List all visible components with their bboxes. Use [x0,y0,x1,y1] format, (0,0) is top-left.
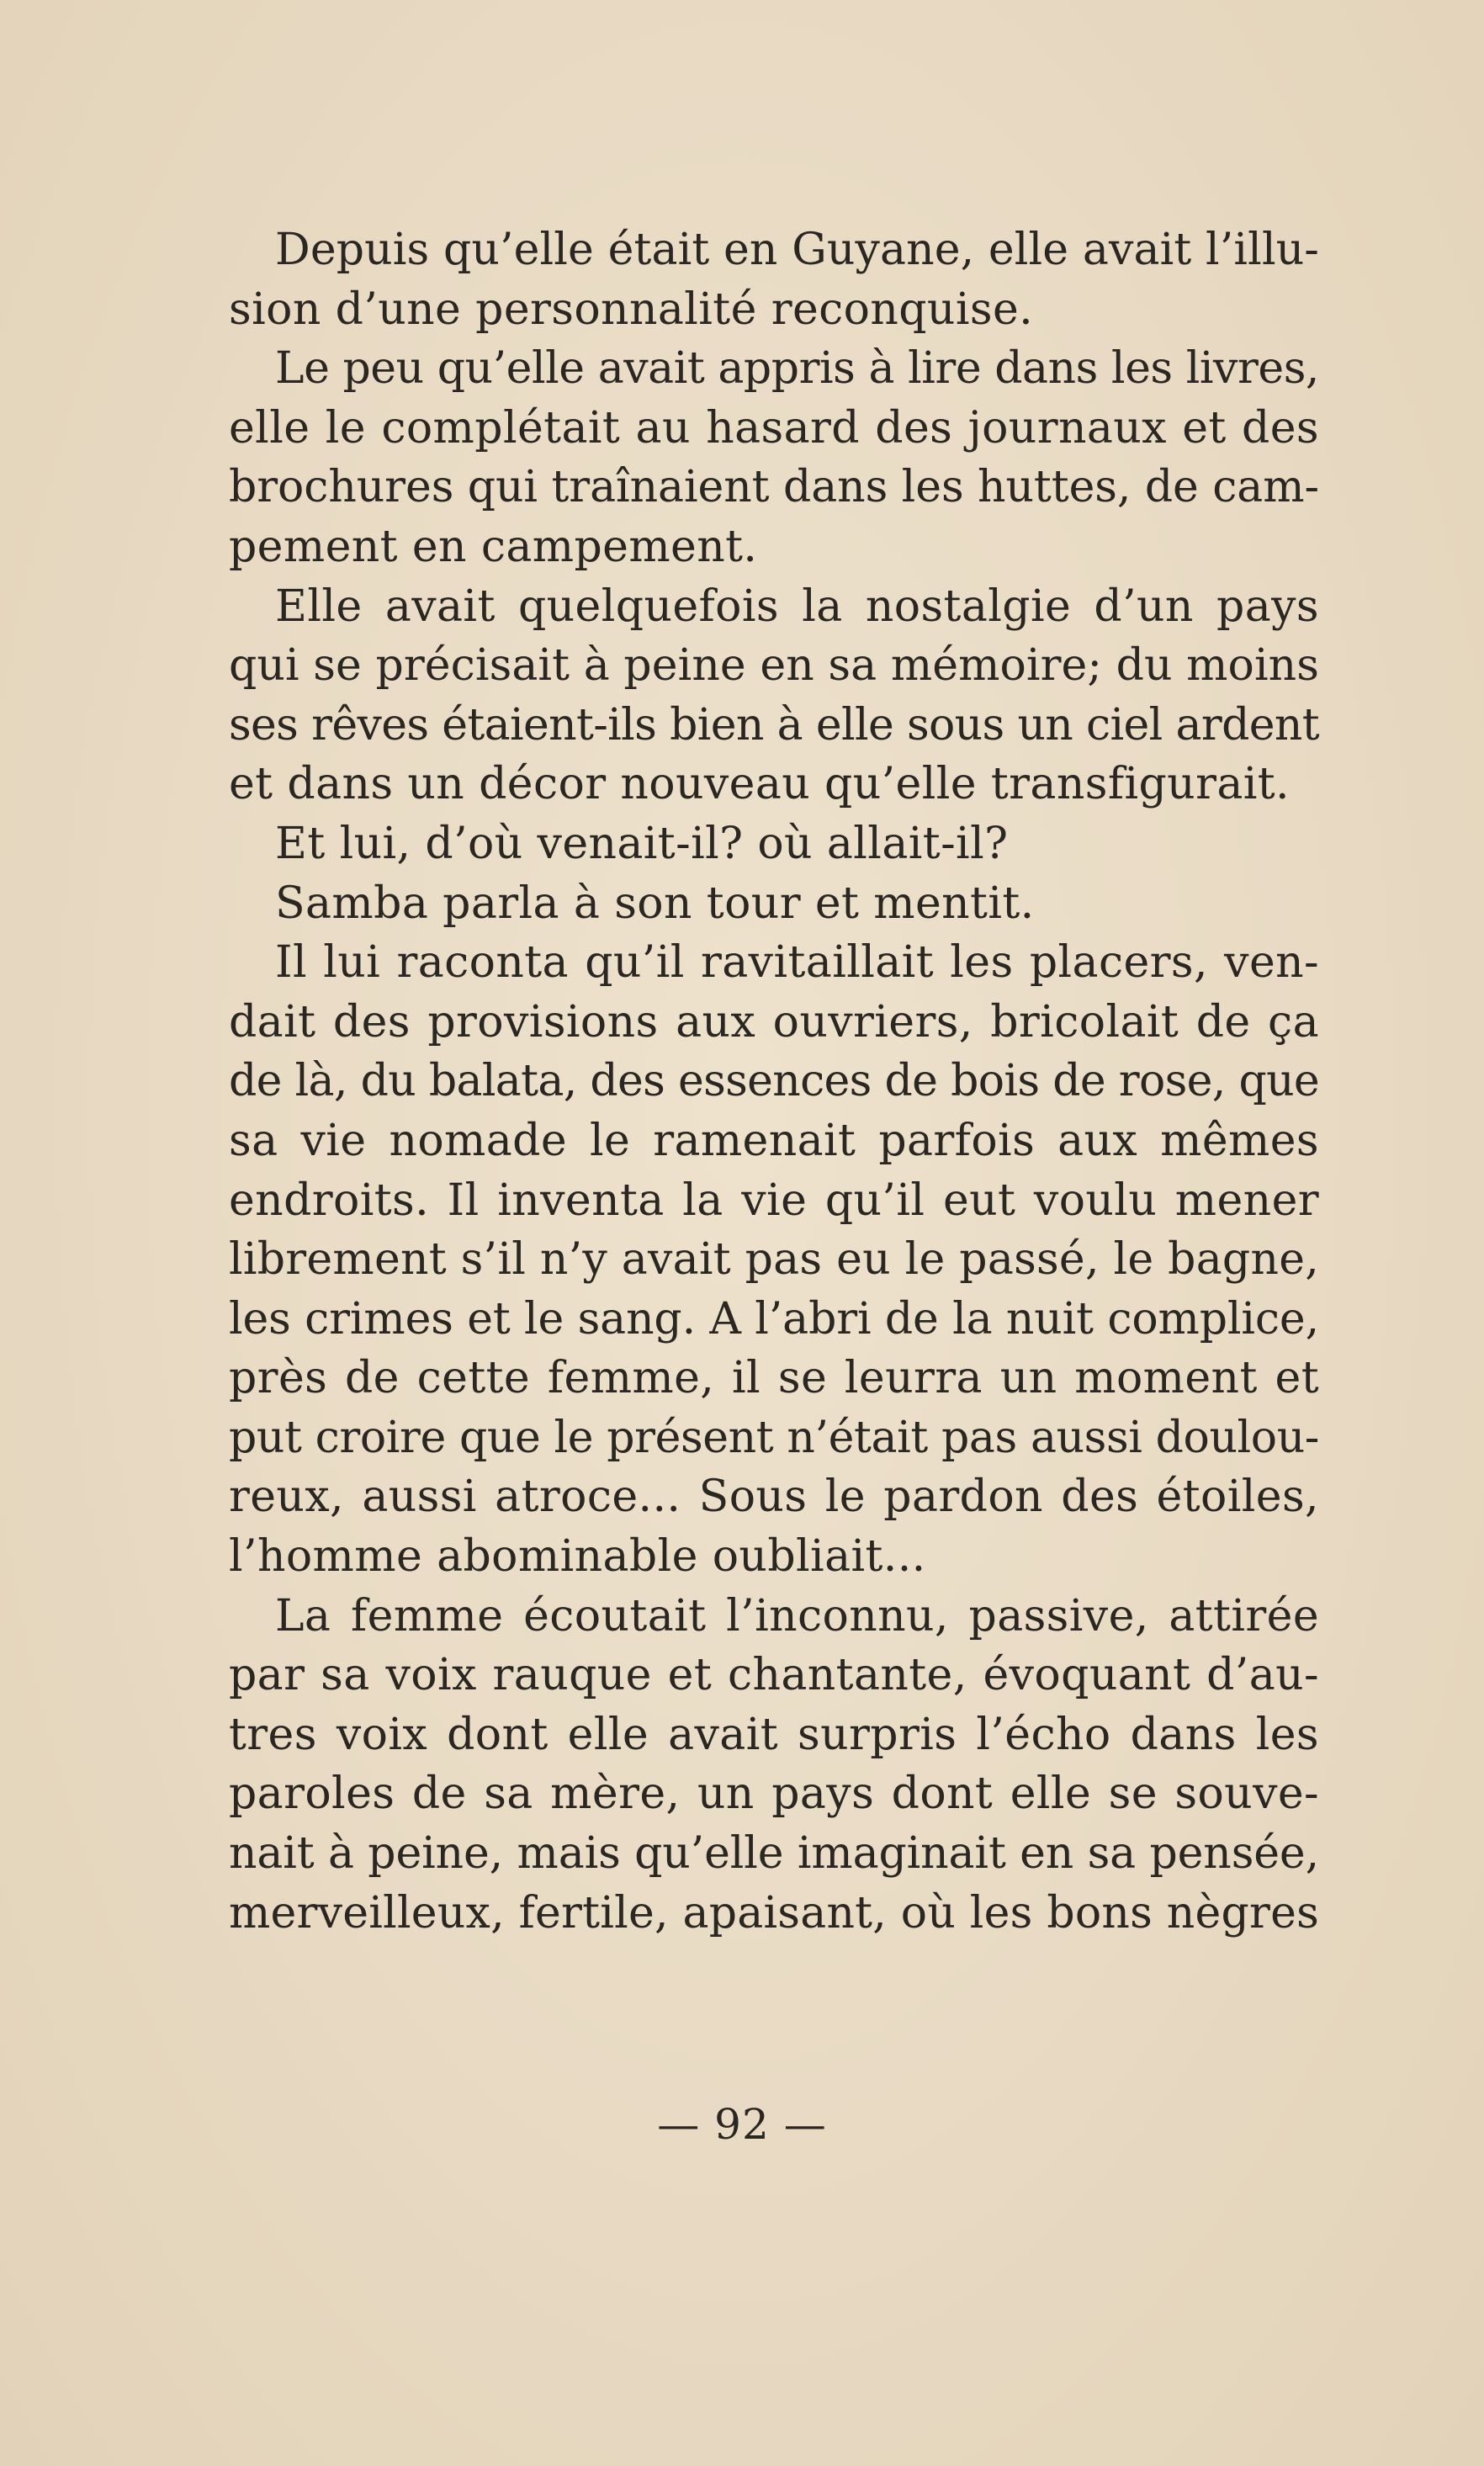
text-line: tres voix dont elle avait surpris l’écho dans les [229,1709,1319,1760]
text-line: La femme écoutait l’inconnu, passive, attirée [275,1590,1319,1641]
text-line: sa vie nomade le ramenait parfois aux mêmes [229,1115,1319,1166]
text-line: et dans un décor nouveau qu’elle transfigurait. [229,759,1290,810]
text-line: ses rêves étaient-ils bien à elle sous un ciel ardent [229,699,1319,750]
text-line: sion d’une personnalité reconquise. [229,284,1034,335]
text-line: Samba parla à son tour et mentit. [275,878,1035,929]
text-line: dait des provisions aux ouvriers, bricolait de ça [229,996,1319,1047]
text-line: l’homme abominable oubliait... [229,1531,926,1583]
text-line: librement s’il n’y avait pas eu le passé, le bagne, [229,1234,1319,1286]
text-line: qui se précisait à peine en sa mémoire; du moins [229,640,1319,692]
text-line: merveilleux, fertile, apaisant, où les bons nègres [229,1887,1319,1938]
body-text [229,220,1319,1943]
text-line: paroles de sa mère, un pays dont elle se souve- [229,1769,1319,1820]
text-line: Le peu qu’elle avait appris à lire dans les livres, [275,343,1319,395]
text-line: Depuis qu’elle était en Guyane, elle avait l’illu- [275,225,1319,275]
text-line: elle le complétait au hasard des journaux et des [229,402,1319,453]
text-line: nait à peine, mais qu’elle imaginait en sa pensée, [229,1828,1320,1880]
text-line: brochures qui traînaient dans les huttes, de cam- [229,462,1319,513]
text-line: Et lui, d’où venait-il? où allait-il? [275,818,1009,869]
text-line: Il lui raconta qu’il ravitaillait les placers, ven- [275,937,1319,989]
text-line: put croire que le présent n’était pas aussi doulou- [229,1412,1319,1463]
text-line: reux, aussi atroce... Sous le pardon des étoiles, [229,1472,1319,1523]
text-line: près de cette femme, il se leurra un moment et [229,1353,1319,1404]
text-line: pement en campement. [229,521,758,572]
text-line: les crimes et le sang. A l’abri de la nuit complice, [229,1293,1319,1344]
text-line: Elle avait quelquefois la nostalgie d’un pays [275,581,1319,632]
text-line: par sa voix rauque et chantante, évoquant d’au- [229,1650,1319,1701]
page-number: — 92 — [657,2100,827,2149]
text-line: endroits. Il inventa la vie qu’il eut voulu mener [229,1175,1319,1226]
text-line: de là, du balata, des essences de bois de rose, que [229,1056,1319,1107]
